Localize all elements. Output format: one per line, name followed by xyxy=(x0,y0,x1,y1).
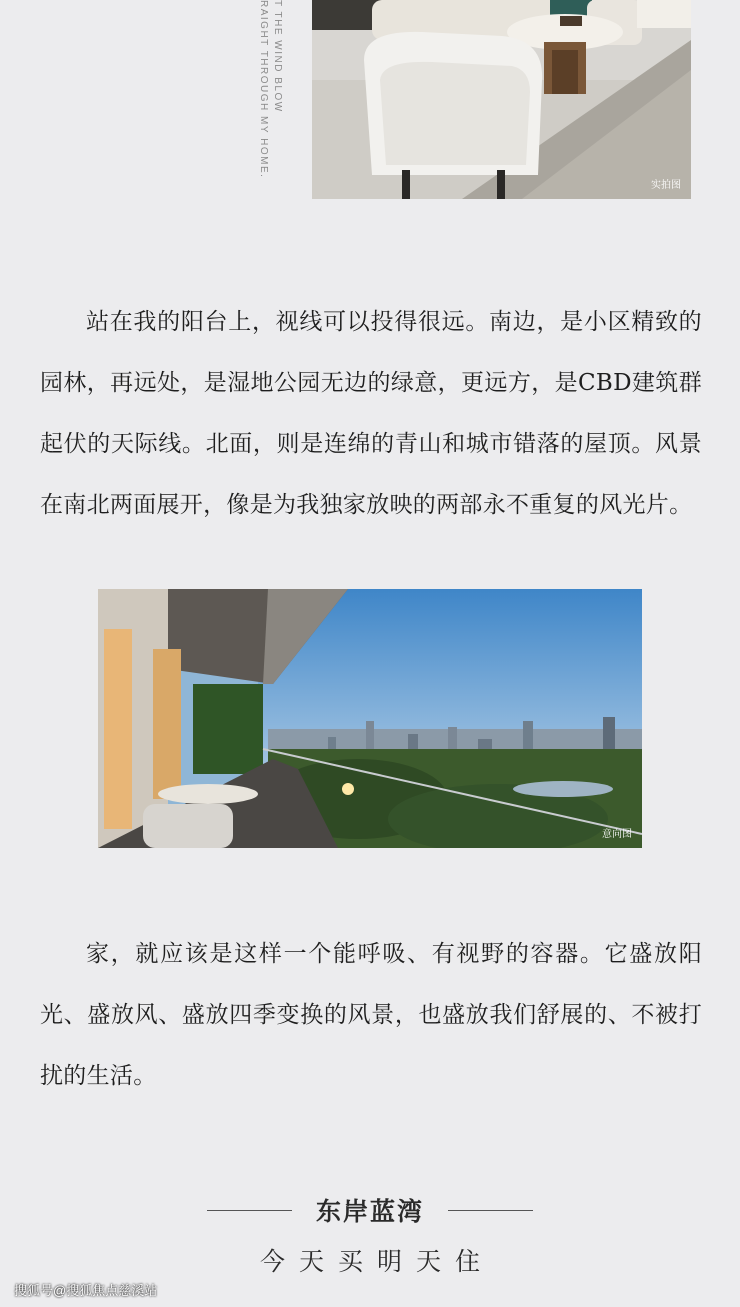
photo-tag: 实拍图 xyxy=(651,180,681,191)
balcony-photo xyxy=(98,589,642,848)
source-watermark: 搜狐号@搜狐焦点慈溪站 xyxy=(14,1283,158,1298)
paragraph-home-container: 家，就应该是这样一个能呼吸、有视野的容器。它盛放阳光、盛放风、盛放四季变换的风景，也盛放我们舒展的、不被打扰的生活。 xyxy=(40,941,702,1089)
paragraph-balcony-view: 站在我的阳台上，视线可以投得很远。南边，是小区精致的园林，再远处，是湿地公园无边的绿意，更远方，是CBD建筑群起伏的天际线。北面，则是连绵的青山和城市错落的屋顶。风景在南北两面展开，像是为我独家放映的两部永不重复的风光片。 xyxy=(40,309,702,518)
living-room-illustration xyxy=(312,0,691,199)
divider-left xyxy=(207,1210,292,1211)
brand-slogan: 今天买明天住 xyxy=(259,1247,494,1276)
caption-line-1: T THE WIND BLOW xyxy=(272,0,283,113)
caption-line-2: RAIGHT THROUGH MY HOME. xyxy=(258,0,269,179)
vertical-caption xyxy=(254,0,290,200)
brand-name: 东岸蓝湾 xyxy=(315,1197,424,1226)
brand-title-row xyxy=(0,1192,740,1228)
brand-block xyxy=(0,1192,740,1278)
divider-right xyxy=(448,1210,533,1211)
photo-tag: 意向图 xyxy=(602,829,632,840)
balcony-illustration xyxy=(98,589,642,848)
living-room-photo xyxy=(312,0,691,199)
